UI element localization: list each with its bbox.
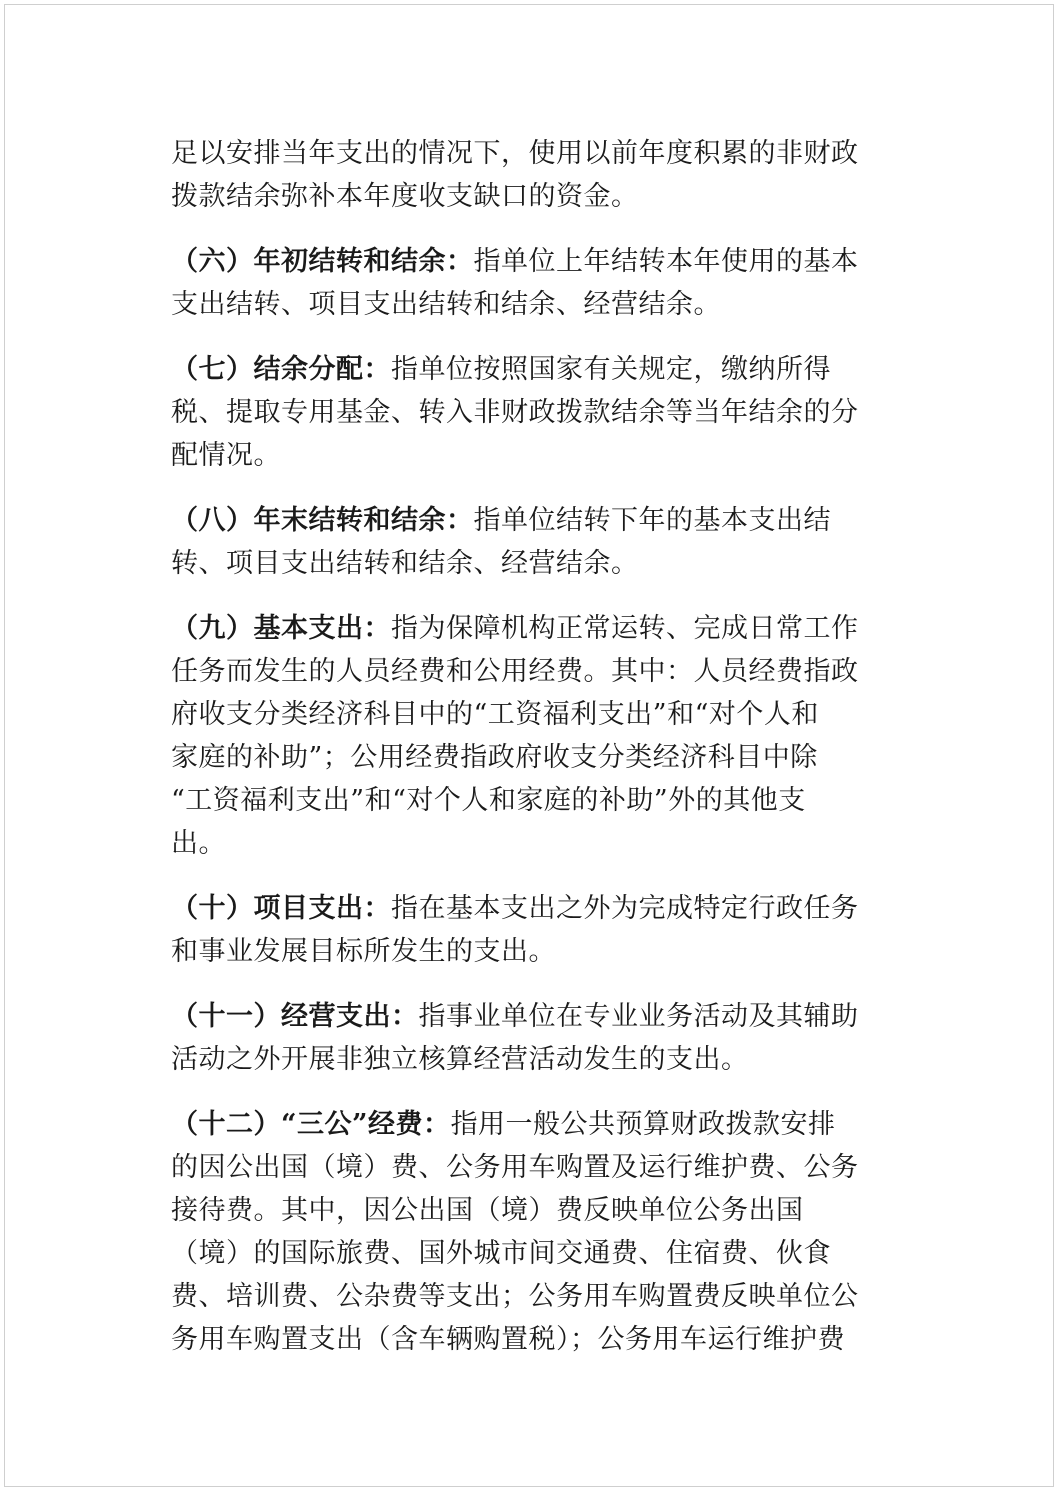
paragraph — [171, 499, 873, 585]
line-text: 接待费。其中，因公出国（境）费反映单位公务出国 — [171, 1195, 804, 1226]
text-line — [171, 499, 873, 542]
text-line — [171, 240, 873, 283]
paragraph-term: （九）基本支出： — [171, 613, 391, 644]
document-body — [171, 132, 873, 1383]
text-line — [171, 607, 873, 650]
text-line — [171, 822, 873, 865]
paragraph-term: （十）项目支出： — [171, 893, 391, 924]
paragraph-term: （八）年末结转和结余： — [171, 505, 474, 536]
paragraph — [171, 995, 873, 1081]
text-line — [171, 283, 873, 326]
paragraph — [171, 887, 873, 973]
text-line — [171, 348, 873, 391]
text-line — [171, 391, 873, 434]
line-text: 指单位结转下年的基本支出结 — [473, 505, 831, 536]
line-text: 指事业单位在专业业务活动及其辅助 — [418, 1001, 859, 1032]
text-line — [171, 132, 873, 175]
text-line — [171, 1318, 873, 1361]
line-text: 指用一般公共预算财政拨款安排 — [450, 1109, 836, 1140]
paragraph — [171, 348, 873, 477]
line-text: 足以安排当年支出的情况下，使用以前年度积累的非财政 — [171, 138, 859, 169]
text-line — [171, 1275, 873, 1318]
line-text: 转、项目支出结转和结余、经营结余。 — [171, 548, 639, 579]
line-text: 指为保障机构正常运转、完成日常工作 — [391, 613, 859, 644]
line-text: 拨款结余弥补本年度收支缺口的资金。 — [171, 181, 639, 212]
text-line — [171, 650, 873, 693]
page-frame — [4, 4, 1054, 1487]
paragraph — [171, 240, 873, 326]
line-text: 务用车购置支出（含车辆购置税）；公务用车运行维护费 — [171, 1324, 845, 1355]
line-text: 和事业发展目标所发生的支出。 — [171, 936, 556, 967]
text-line — [171, 736, 873, 779]
text-line — [171, 995, 873, 1038]
text-line — [171, 1146, 873, 1189]
text-line — [171, 1232, 873, 1275]
line-text: 费、培训费、公杂费等支出；公务用车购置费反映单位公 — [171, 1281, 859, 1312]
line-text: 指单位按照国家有关规定，缴纳所得 — [391, 354, 831, 385]
paragraph — [171, 1103, 873, 1361]
text-line — [171, 1189, 873, 1232]
paragraph-term: （十一）经营支出： — [171, 1001, 419, 1032]
line-text: 府收支分类经济科目中的“工资福利支出”和“对个人和 — [171, 699, 819, 730]
text-line — [171, 1038, 873, 1081]
line-text: 家庭的补助”；公用经费指政府收支分类经济科目中除 — [171, 742, 818, 773]
line-text: “工资福利支出”和“对个人和家庭的补助”外的其他支 — [171, 785, 806, 816]
line-text: 配情况。 — [171, 440, 281, 471]
text-line — [171, 779, 873, 822]
line-text: 税、提取专用基金、转入非财政拨款结余等当年结余的分 — [171, 397, 859, 428]
text-line — [171, 887, 873, 930]
paragraph-term: （七）结余分配： — [171, 354, 391, 385]
text-line — [171, 434, 873, 477]
line-text: 出。 — [171, 828, 226, 859]
line-text: 指在基本支出之外为完成特定行政任务 — [391, 893, 859, 924]
line-text: 支出结转、项目支出结转和结余、经营结余。 — [171, 289, 721, 320]
paragraph-term: （六）年初结转和结余： — [171, 246, 474, 277]
text-line — [171, 1103, 873, 1146]
text-line — [171, 175, 873, 218]
line-text: 指单位上年结转本年使用的基本 — [473, 246, 859, 277]
line-text: 活动之外开展非独立核算经营活动发生的支出。 — [171, 1044, 749, 1075]
line-text: （境）的国际旅费、国外城市间交通费、住宿费、伙食 — [171, 1238, 831, 1269]
paragraph — [171, 607, 873, 865]
line-text: 的因公出国（境）费、公务用车购置及运行维护费、公务 — [171, 1152, 859, 1183]
line-text: 任务而发生的人员经费和公用经费。其中：人员经费指政 — [171, 656, 859, 687]
text-line — [171, 693, 873, 736]
text-line — [171, 930, 873, 973]
paragraph-term: （十二）“三公”经费： — [171, 1109, 451, 1140]
paragraph — [171, 132, 873, 218]
text-line — [171, 542, 873, 585]
